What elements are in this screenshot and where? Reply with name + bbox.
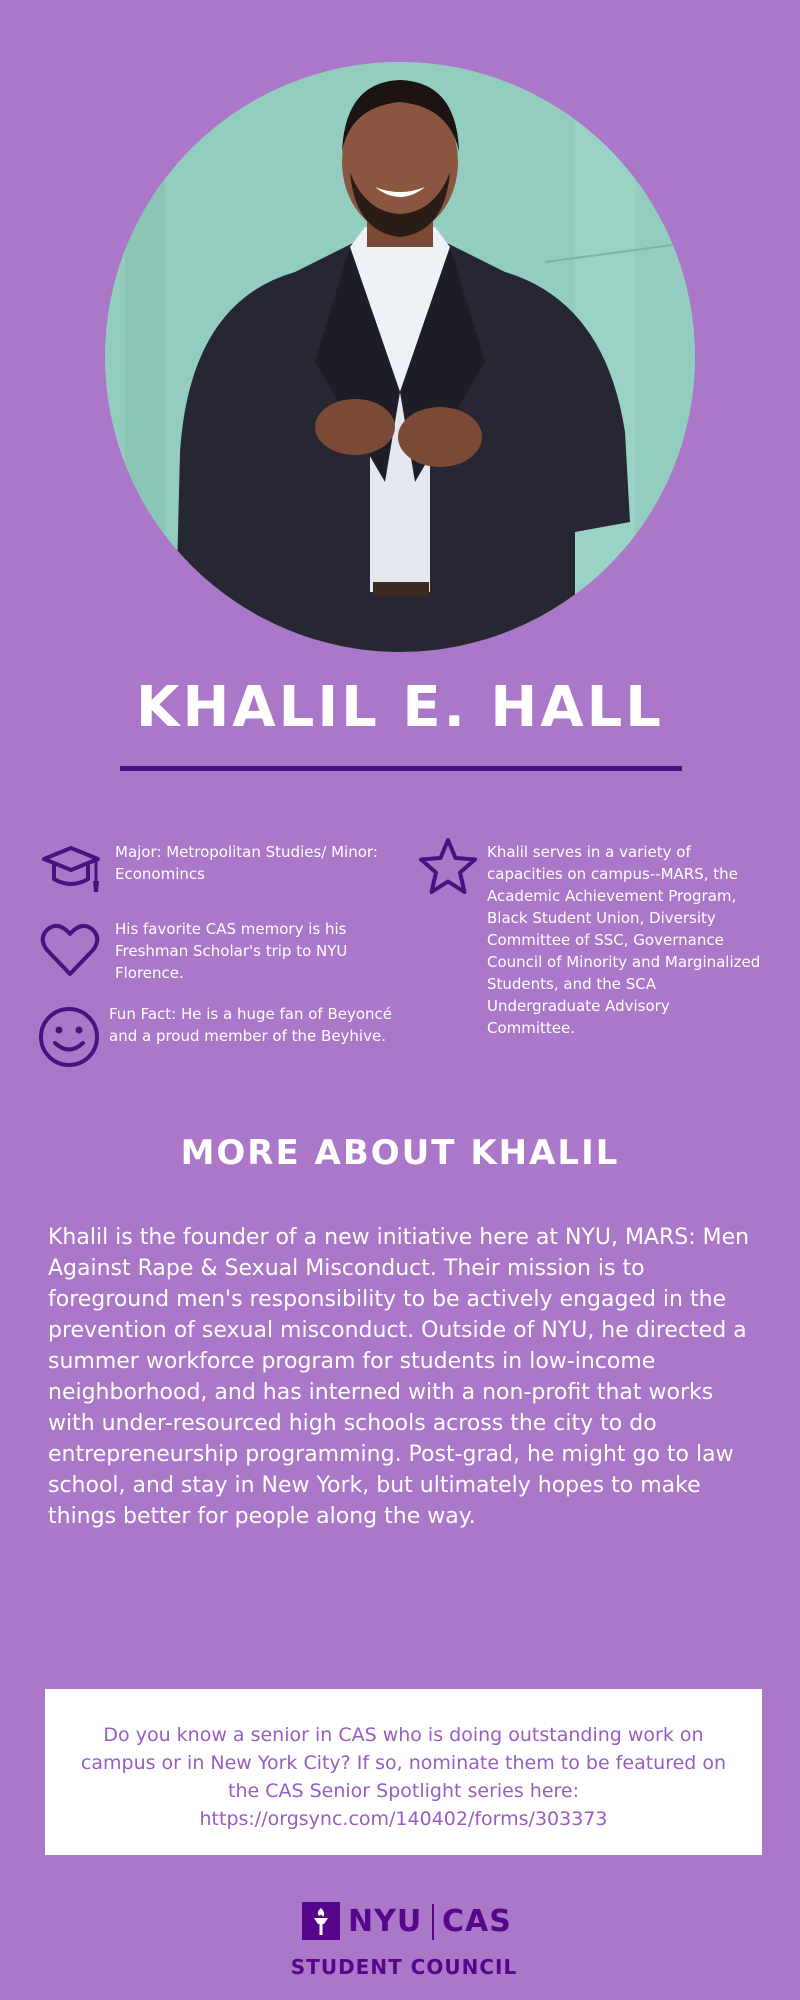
logo-nyu-text: NYU [348,1904,423,1939]
nomination-text[interactable]: Do you know a senior in CAS who is doing outstanding work on campus or in New York City? If so, nominate them to be featured on the CAS Senior Spotlight series here: https://orgsync.com/140402/forms/303373 [80,1724,727,1830]
nomination-box [45,1689,762,1855]
nyu-torch-icon [302,1902,340,1940]
roles-text: Khalil serves in a variety of capacities on campus--MARS, the Academic Achievement Program, Black Student Union, Diversity Committee of SSC, Governance Council of Minority and Marginalized Students, and the SCA Undergraduate Advisory Committee. [487,843,761,1037]
nyu-cas-logo [300,1900,510,1942]
logo-subtitle: STUDENT COUNCIL [290,1955,518,1979]
about-body: Khalil is the founder of a new initiative here at NYU, MARS: Men Against Rape & Sexual Misconduct. Their mission is to foreground men's responsibility to be actively engaged in the prevention of sexual misconduct. Outside of NYU, he directed a summer workforce program for students in low-income neighborhood, and has interned with a non-profit that works with under-resourced high schools across the city to do entrepreneurship programming. Post-grad, he might go to law school, and stay in New York, but ultimately hopes to make things better for people along the way. [48,1225,750,1529]
graduation-cap-icon [40,843,102,899]
more-about-heading: MORE ABOUT KHALIL [180,1133,620,1173]
profile-name: KHALIL E. HALL [136,675,664,740]
heart-icon [40,922,100,978]
name-divider [120,766,682,771]
logo-divider [432,1904,434,1940]
portrait-illustration [105,62,695,652]
major-text: Major: Metropolitan Studies/ Minor: Economincs [115,843,378,883]
fun-fact-text: Fun Fact: He is a huge fan of Beyoncé and a proud member of the Beyhive. [109,1005,393,1045]
profile-photo [105,62,695,652]
logo-cas-text: CAS [442,1904,512,1939]
star-icon [417,836,479,898]
memory-text: His favorite CAS memory is his Freshman Scholar's trip to NYU Florence. [115,920,348,982]
smiley-face-icon [38,1006,100,1068]
